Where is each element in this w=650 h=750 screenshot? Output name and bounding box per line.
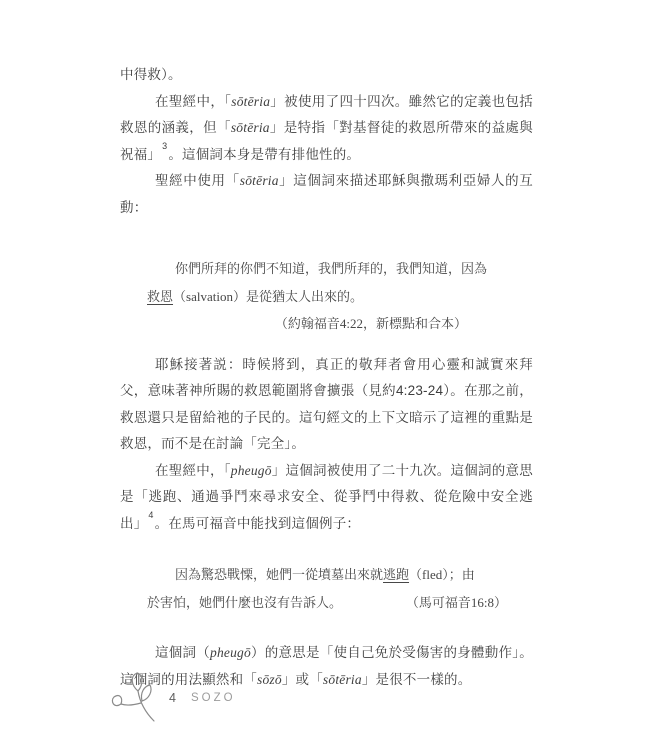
scripture-reference: （約翰福音4:22，新標點和合本） bbox=[274, 316, 467, 331]
quote-line bbox=[147, 589, 507, 617]
text-run: （salvation）是從猶太人出來的。 bbox=[173, 288, 363, 304]
text-run: 」這個詞來描述耶穌與撒瑪利亞婦人的互動： bbox=[120, 173, 533, 215]
text-run: 在聖經中，「 bbox=[155, 93, 232, 109]
blockquote-mark-16-8 bbox=[147, 561, 507, 616]
text-run: 因為驚恐戰慄，她們一從墳墓出來就 bbox=[175, 567, 384, 582]
text-run: 」被使用了四十四次。雖然它的定義也包括救恩的涵義，但「 bbox=[120, 93, 533, 135]
page-footer bbox=[111, 672, 236, 724]
book-title: SOZO bbox=[190, 692, 236, 704]
text-run: 。在馬可福音中能找到這個例子： bbox=[154, 515, 361, 531]
footnote-ref-4: 4 bbox=[148, 510, 154, 520]
paragraph-samaritan-intro bbox=[120, 168, 533, 221]
footnote-ref-3: 3 bbox=[162, 141, 168, 151]
text-run: 。這個詞本身是帶有排他性的。 bbox=[168, 146, 361, 162]
greek-term-soteria: sōtēria bbox=[231, 93, 271, 109]
greek-term-pheugo: pheugō bbox=[210, 645, 251, 660]
blockquote-john-4-22 bbox=[147, 255, 507, 338]
leaf-branch-icon bbox=[111, 672, 161, 724]
page-content bbox=[120, 62, 533, 693]
paragraph-pheugo-count bbox=[120, 458, 533, 538]
quote-line bbox=[147, 561, 507, 589]
text-run: 於害怕，她們什麼也沒有告訴人。 bbox=[147, 594, 343, 610]
greek-term-sozo: sōzō bbox=[257, 671, 282, 687]
text-run: ）的意思是「使自己免於受傷害的身體動作」。這個詞的用法顯然和「 bbox=[120, 645, 533, 687]
text-run: 」是很不一樣的。 bbox=[361, 671, 472, 687]
paragraph-jesus-worship: 耶穌接著説：時候將到，真正的敬拜者會用心靈和誠實來拜父，意味著神所賜的救恩範圍將會擴張（見約4:23-24）。在那之前，救恩還只是留給祂的子民的。這句經文的上下文暗示了這裡的重點是救恩，而不是在討論「完全」。 bbox=[120, 356, 533, 451]
greek-term-soteria: sōtēria bbox=[239, 173, 279, 188]
page-number: 4 bbox=[169, 691, 177, 705]
text-run: 這個詞（ bbox=[155, 645, 211, 660]
text-run: 」是特指「對基督徒的救恩所帶來的益處與祝福」 bbox=[120, 120, 533, 162]
greek-term-pheugo: pheugō bbox=[230, 462, 272, 478]
text-run: 聖經中使用「 bbox=[155, 173, 240, 188]
text-run: （fled）；由 bbox=[409, 567, 475, 582]
quote-line bbox=[147, 283, 507, 311]
text-run: 在聖經中，「 bbox=[155, 462, 231, 478]
paragraph-continuation: 中得救）。 bbox=[120, 67, 182, 82]
text-run: 」這個詞被使用了二十九次。這個詞的意思是「逃跑、通過爭鬥來尋求安全、從爭鬥中得救、從危險中安全逃出」 bbox=[120, 462, 533, 531]
text-run: 」或「 bbox=[281, 671, 323, 687]
greek-term-soteria: sōtēria bbox=[230, 120, 270, 135]
greek-term-soteria: sōtēria bbox=[322, 671, 362, 687]
paragraph-soteria-count bbox=[120, 89, 533, 169]
quote-line: 你們所拜的你們不知道，我們所拜的，我們知道，因為 bbox=[175, 261, 488, 276]
scripture-reference: （馬可福音16:8） bbox=[405, 594, 507, 610]
underlined-term-fled: 逃跑 bbox=[383, 567, 410, 582]
underlined-term-salvation: 救恩 bbox=[147, 288, 174, 304]
